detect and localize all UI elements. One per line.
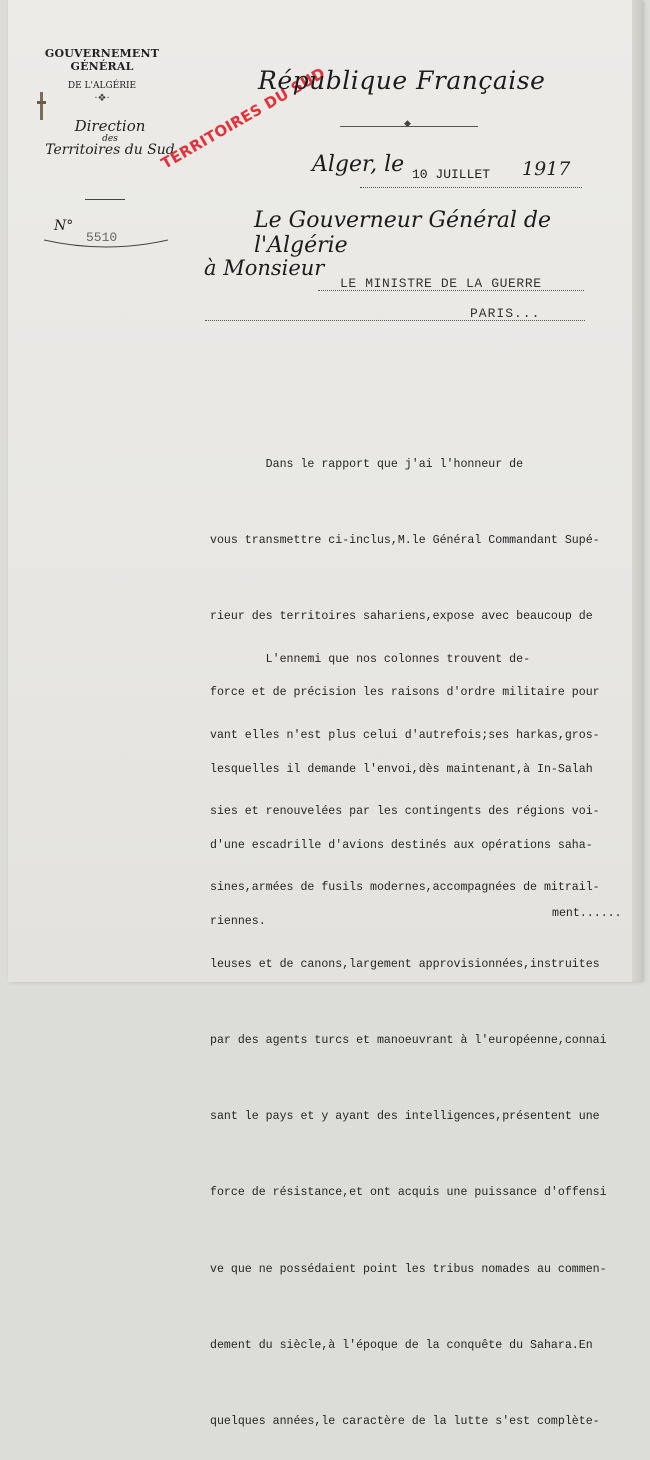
letterhead-gouvernement: GOUVERNEMENT GÉNÉRAL xyxy=(44,47,160,73)
addressee-prefix: à Monsieur xyxy=(204,256,325,280)
sender-line: Le Gouverneur Général de l'Algérie xyxy=(254,208,551,258)
recipient-city: PARIS... xyxy=(470,306,541,321)
letterhead-block xyxy=(12,47,192,104)
dotted-rule xyxy=(318,290,584,291)
number-underline xyxy=(42,238,170,252)
recipient-name: LE MINISTRE DE LA GUERRE xyxy=(340,276,542,291)
body-line: Dans le rapport que j'ai l'honneur de xyxy=(210,457,524,471)
dotted-rule xyxy=(205,320,585,321)
body-line: vant elles n'est plus celui d'autrefois;ses harkas,gros- xyxy=(210,729,600,743)
body-line: riennes. xyxy=(210,915,266,929)
body-line: leuses et de canons,largement approvisionnées,instruites xyxy=(210,957,600,971)
number-value: 5510 xyxy=(86,230,118,245)
body-line: vous transmettre ci-inclus,M.le Général Commandant Supé- xyxy=(210,534,600,548)
paragraph-2 xyxy=(210,596,638,1460)
body-line: par des agents turcs et manoeuvrant à l'européenne,connai xyxy=(210,1033,607,1047)
catchword: ment...... xyxy=(552,907,622,920)
body-line: ve que ne possédaient point les tribus nomades au commen- xyxy=(210,1262,607,1276)
ornament-icon: ◆ xyxy=(404,119,411,129)
body-line: lesquelles il demande l'envoi,dès maintenant,à In-Salah xyxy=(210,762,593,776)
divider xyxy=(85,199,125,200)
ornament-icon: ·❖· xyxy=(94,93,110,104)
body-line: sant le pays et y ayant des intelligences,présentent une xyxy=(210,1110,600,1124)
direction-title: Direction xyxy=(74,117,146,135)
republique-heading: République Française xyxy=(258,66,546,95)
body-line: L'ennemi que nos colonnes trouvent de- xyxy=(210,652,531,666)
direction-territoires: Territoires du Sud xyxy=(45,142,175,158)
body-line: rieur des territoires sahariens,expose avec beaucoup de xyxy=(210,610,593,624)
body-line: d'une escadrille d'avions destinés aux opérations saha- xyxy=(210,838,593,852)
date-day: 10 JUILLET xyxy=(412,167,491,182)
letterhead-algerie: DE L'ALGÉRIE xyxy=(67,81,137,91)
dotted-rule xyxy=(360,187,582,188)
place-label: Alger, le xyxy=(312,152,405,177)
date-year: 1917 xyxy=(522,158,571,180)
body-line: force et de précision les raisons d'ordre militaire pour xyxy=(210,686,600,700)
body-line: dement du siècle,à l'époque de la conquête du Sahara.En xyxy=(210,1338,593,1352)
territoires-stamp: TERRITOIRES DU SUD xyxy=(158,63,329,173)
body-line: sies et renouvelées par les contingents des régions voi- xyxy=(210,805,600,819)
number-label: N° xyxy=(54,218,74,234)
body-line: sines,armées de fusils modernes,accompagnées de mitrail- xyxy=(210,881,600,895)
body-line: quelques années,le caractère de la lutte s'est complète- xyxy=(210,1415,600,1428)
body-line: force de résistance,et ont acquis une puissance d'offensi xyxy=(210,1186,607,1200)
direction-des: des xyxy=(102,134,118,144)
direction-block xyxy=(40,117,180,158)
